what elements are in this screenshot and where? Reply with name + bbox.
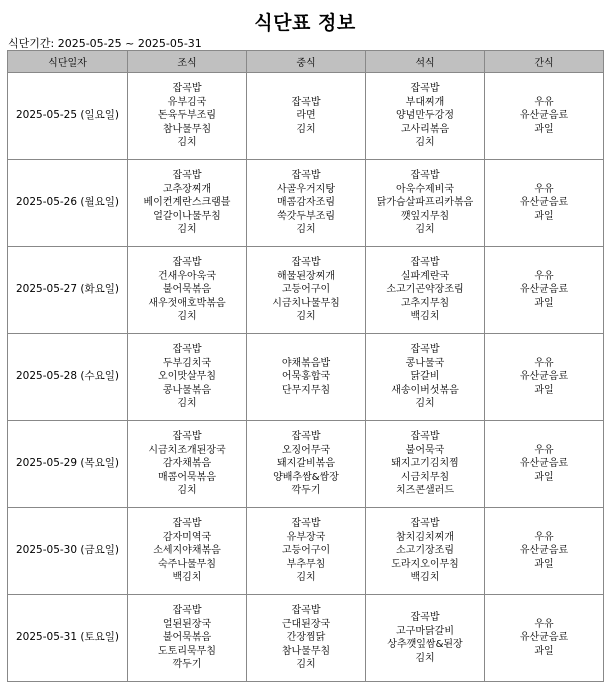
menu-item: 상추깻잎쌈&된장 (387, 639, 463, 650)
menu-item: 과일 (534, 558, 554, 570)
menu-item: 감자미역국 (162, 531, 212, 543)
menu-item: 과일 (534, 384, 554, 396)
menu-item: 잡곡밥 (172, 257, 202, 269)
lunch-cell (247, 595, 366, 682)
menu-item: 유산균음료 (519, 284, 569, 296)
menu-item: 얼된된장국 (162, 618, 212, 630)
date-cell: 2025-05-29 (목요일) (8, 421, 128, 508)
menu-item: 시금치나물무침 (272, 297, 340, 309)
menu-item: 백김치 (172, 572, 202, 584)
dinner-cell (366, 334, 485, 421)
menu-item: 새송이버섯볶음 (391, 384, 459, 396)
menu-item: 치즈콘샐러드 (396, 485, 454, 497)
menu-item: 김치 (415, 652, 435, 664)
menu-item: 우유 (534, 618, 554, 630)
menu-item: 우유 (534, 270, 554, 282)
breakfast-cell (128, 595, 247, 682)
menu-item: 잡곡밥 (172, 170, 202, 182)
menu-item: 간장찜닭 (286, 632, 326, 644)
menu-item: 잡곡밥 (410, 518, 440, 530)
dinner-cell (366, 421, 485, 508)
menu-item: 양념만두강정 (396, 110, 454, 122)
menu-item: 김치 (415, 224, 435, 236)
snack-cell (485, 73, 604, 160)
menu-item: 잡곡밥 (410, 170, 440, 182)
dinner-cell (366, 508, 485, 595)
menu-item: 백김치 (410, 311, 440, 323)
menu-item: 야채볶음밥 (281, 357, 331, 369)
lunch-cell (247, 247, 366, 334)
header-snack: 간식 (485, 51, 604, 73)
menu-item: 김치 (177, 137, 197, 149)
dinner-cell (366, 160, 485, 247)
menu-item: 잡곡밥 (172, 83, 202, 95)
menu-item: 돼지고기김치찜 (391, 458, 459, 470)
header-dinner: 석식 (366, 51, 485, 73)
date-cell: 2025-05-25 (일요일) (8, 73, 128, 160)
lunch-cell (247, 508, 366, 595)
menu-item: 유산균음료 (519, 371, 569, 383)
menu-item: 돈육두부조림 (158, 110, 216, 122)
snack-cell (485, 334, 604, 421)
menu-item: 고구마닭갈비 (396, 625, 454, 637)
snack-cell (485, 160, 604, 247)
menu-item: 참나물무침 (162, 123, 212, 135)
menu-item: 사골우거지탕 (277, 183, 335, 195)
date-cell: 2025-05-30 (금요일) (8, 508, 128, 595)
menu-item: 유산균음료 (519, 632, 569, 644)
menu-item: 김치 (296, 572, 316, 584)
date-cell: 2025-05-27 (화요일) (8, 247, 128, 334)
meal-table (7, 50, 604, 682)
menu-item: 잡곡밥 (291, 257, 321, 269)
menu-item: 유산균음료 (519, 197, 569, 209)
lunch-cell (247, 334, 366, 421)
meal-period-label: 식단기간: (8, 37, 55, 50)
menu-item: 잡곡밥 (410, 431, 440, 443)
breakfast-cell (128, 73, 247, 160)
menu-item: 쑥갓두부조림 (277, 210, 335, 222)
menu-item: 베이컨계란스크램블 (143, 197, 231, 209)
table-header-row (8, 51, 604, 73)
breakfast-cell (128, 421, 247, 508)
menu-item: 시금치조개된장국 (148, 444, 226, 456)
menu-item: 실파계란국 (400, 270, 450, 282)
meal-period (8, 35, 202, 51)
breakfast-cell (128, 508, 247, 595)
menu-item: 새우젓애호박볶음 (148, 297, 226, 309)
date-cell: 2025-05-31 (토요일) (8, 595, 128, 682)
menu-item: 깻잎지무침 (400, 210, 450, 222)
lunch-cell (247, 160, 366, 247)
menu-item: 콩나물볶음 (162, 384, 212, 396)
table-row (8, 334, 604, 421)
menu-item: 잡곡밥 (172, 605, 202, 617)
menu-item: 김치 (177, 224, 197, 236)
menu-item: 김치 (177, 398, 197, 410)
menu-item: 얼갈이나물무침 (153, 210, 221, 222)
menu-item: 과일 (534, 210, 554, 222)
table-row (8, 247, 604, 334)
breakfast-cell (128, 160, 247, 247)
meal-period-value: 2025-05-25 ~ 2025-05-31 (57, 37, 202, 50)
menu-item: 유부장국 (286, 531, 326, 543)
menu-item: 과일 (534, 123, 554, 135)
menu-item: 숙주나물무침 (158, 558, 216, 570)
dinner-cell (366, 595, 485, 682)
page-title: 식단표 정보 (254, 12, 356, 34)
menu-item: 잡곡밥 (291, 518, 321, 530)
menu-item: 근대된장국 (281, 618, 331, 630)
menu-item: 유산균음료 (519, 110, 569, 122)
menu-item: 도라지오이무침 (391, 558, 459, 570)
menu-item: 잡곡밥 (291, 170, 321, 182)
menu-item: 김치 (296, 123, 316, 135)
menu-item: 콩나물국 (405, 357, 445, 369)
menu-item: 우유 (534, 357, 554, 369)
menu-item: 김치 (296, 659, 316, 671)
date-cell: 2025-05-28 (수요일) (8, 334, 128, 421)
menu-item: 잡곡밥 (172, 431, 202, 443)
menu-item: 김치 (296, 311, 316, 323)
menu-item: 부대찌개 (405, 96, 445, 108)
menu-item: 고등어구이 (281, 284, 331, 296)
table-row (8, 73, 604, 160)
menu-item: 고추장찌개 (162, 183, 212, 195)
table-body (8, 73, 604, 682)
menu-item: 매콤감자조림 (277, 197, 335, 209)
menu-item: 과일 (534, 471, 554, 483)
menu-item: 잡곡밥 (410, 344, 440, 356)
menu-item: 고등어구이 (281, 545, 331, 557)
menu-item: 어묵홍합국 (281, 371, 331, 383)
menu-item: 고추지무침 (400, 297, 450, 309)
menu-item: 돼지갈비볶음 (277, 458, 335, 470)
menu-item: 도토리묵무침 (158, 645, 216, 657)
menu-item: 닭가슴살파프리카볶음 (376, 197, 474, 209)
snack-cell (485, 508, 604, 595)
menu-item: 오이맛살무침 (158, 371, 216, 383)
menu-item: 불어묵볶음 (162, 284, 212, 296)
menu-item: 잡곡밥 (410, 257, 440, 269)
menu-item: 우유 (534, 96, 554, 108)
menu-item: 깍두기 (172, 659, 202, 671)
header-breakfast: 조식 (128, 51, 247, 73)
menu-item: 잡곡밥 (410, 612, 440, 623)
lunch-cell (247, 421, 366, 508)
menu-item: 라면 (296, 110, 316, 122)
dinner-cell (366, 247, 485, 334)
menu-item: 양배추쌈&쌈장 (273, 471, 339, 483)
menu-item: 김치 (415, 398, 435, 410)
menu-item: 닭갈비 (410, 371, 440, 383)
breakfast-cell (128, 334, 247, 421)
menu-item: 잡곡밥 (172, 344, 202, 356)
menu-item: 시금치무침 (400, 471, 450, 483)
menu-item: 깍두기 (291, 485, 321, 497)
lunch-cell (247, 73, 366, 160)
menu-item: 우유 (534, 444, 554, 456)
menu-item: 김치 (177, 485, 197, 497)
menu-item: 소고기장조림 (396, 545, 454, 557)
menu-item: 잡곡밥 (291, 605, 321, 617)
menu-item: 유부김국 (167, 96, 207, 108)
menu-item: 오징어무국 (281, 444, 331, 456)
dinner-cell (366, 73, 485, 160)
menu-item: 우유 (534, 183, 554, 195)
table-row (8, 595, 604, 682)
menu-item: 유산균음료 (519, 545, 569, 557)
menu-item: 두부김치국 (162, 357, 212, 369)
menu-item: 김치 (415, 137, 435, 149)
menu-item: 소세지야채볶음 (153, 545, 221, 557)
header-lunch: 중식 (247, 51, 366, 73)
menu-item: 과일 (534, 645, 554, 657)
menu-item: 잡곡밥 (291, 96, 321, 108)
menu-item: 매콤어묵볶음 (158, 471, 216, 483)
menu-item: 과일 (534, 297, 554, 309)
menu-item: 참치김치찌개 (396, 531, 454, 543)
snack-cell (485, 421, 604, 508)
menu-item: 소고기곤약장조림 (386, 284, 464, 296)
menu-item: 감자채볶음 (162, 458, 212, 470)
snack-cell (485, 247, 604, 334)
menu-item: 우유 (534, 531, 554, 543)
table-row (8, 421, 604, 508)
menu-item: 백김치 (410, 572, 440, 584)
breakfast-cell (128, 247, 247, 334)
menu-item: 불어묵볶음 (162, 632, 212, 644)
menu-item: 아욱수제비국 (396, 183, 454, 195)
table-row (8, 508, 604, 595)
menu-item: 유산균음료 (519, 458, 569, 470)
date-cell: 2025-05-26 (월요일) (8, 160, 128, 247)
menu-item: 고사리볶음 (400, 123, 450, 135)
menu-item: 김치 (177, 311, 197, 323)
header-date: 식단일자 (8, 51, 128, 73)
table-row (8, 160, 604, 247)
menu-item: 잡곡밥 (291, 431, 321, 443)
snack-cell (485, 595, 604, 682)
menu-item: 단무지무침 (281, 384, 331, 396)
menu-item: 참나물무침 (281, 645, 331, 657)
menu-item: 잡곡밥 (172, 518, 202, 530)
menu-item: 건새우아욱국 (158, 270, 216, 282)
menu-item: 해물된장찌개 (277, 270, 335, 282)
menu-item: 김치 (296, 224, 316, 236)
menu-item: 불어묵국 (405, 444, 445, 456)
menu-item: 부추무침 (286, 558, 326, 570)
menu-item: 잡곡밥 (410, 83, 440, 95)
